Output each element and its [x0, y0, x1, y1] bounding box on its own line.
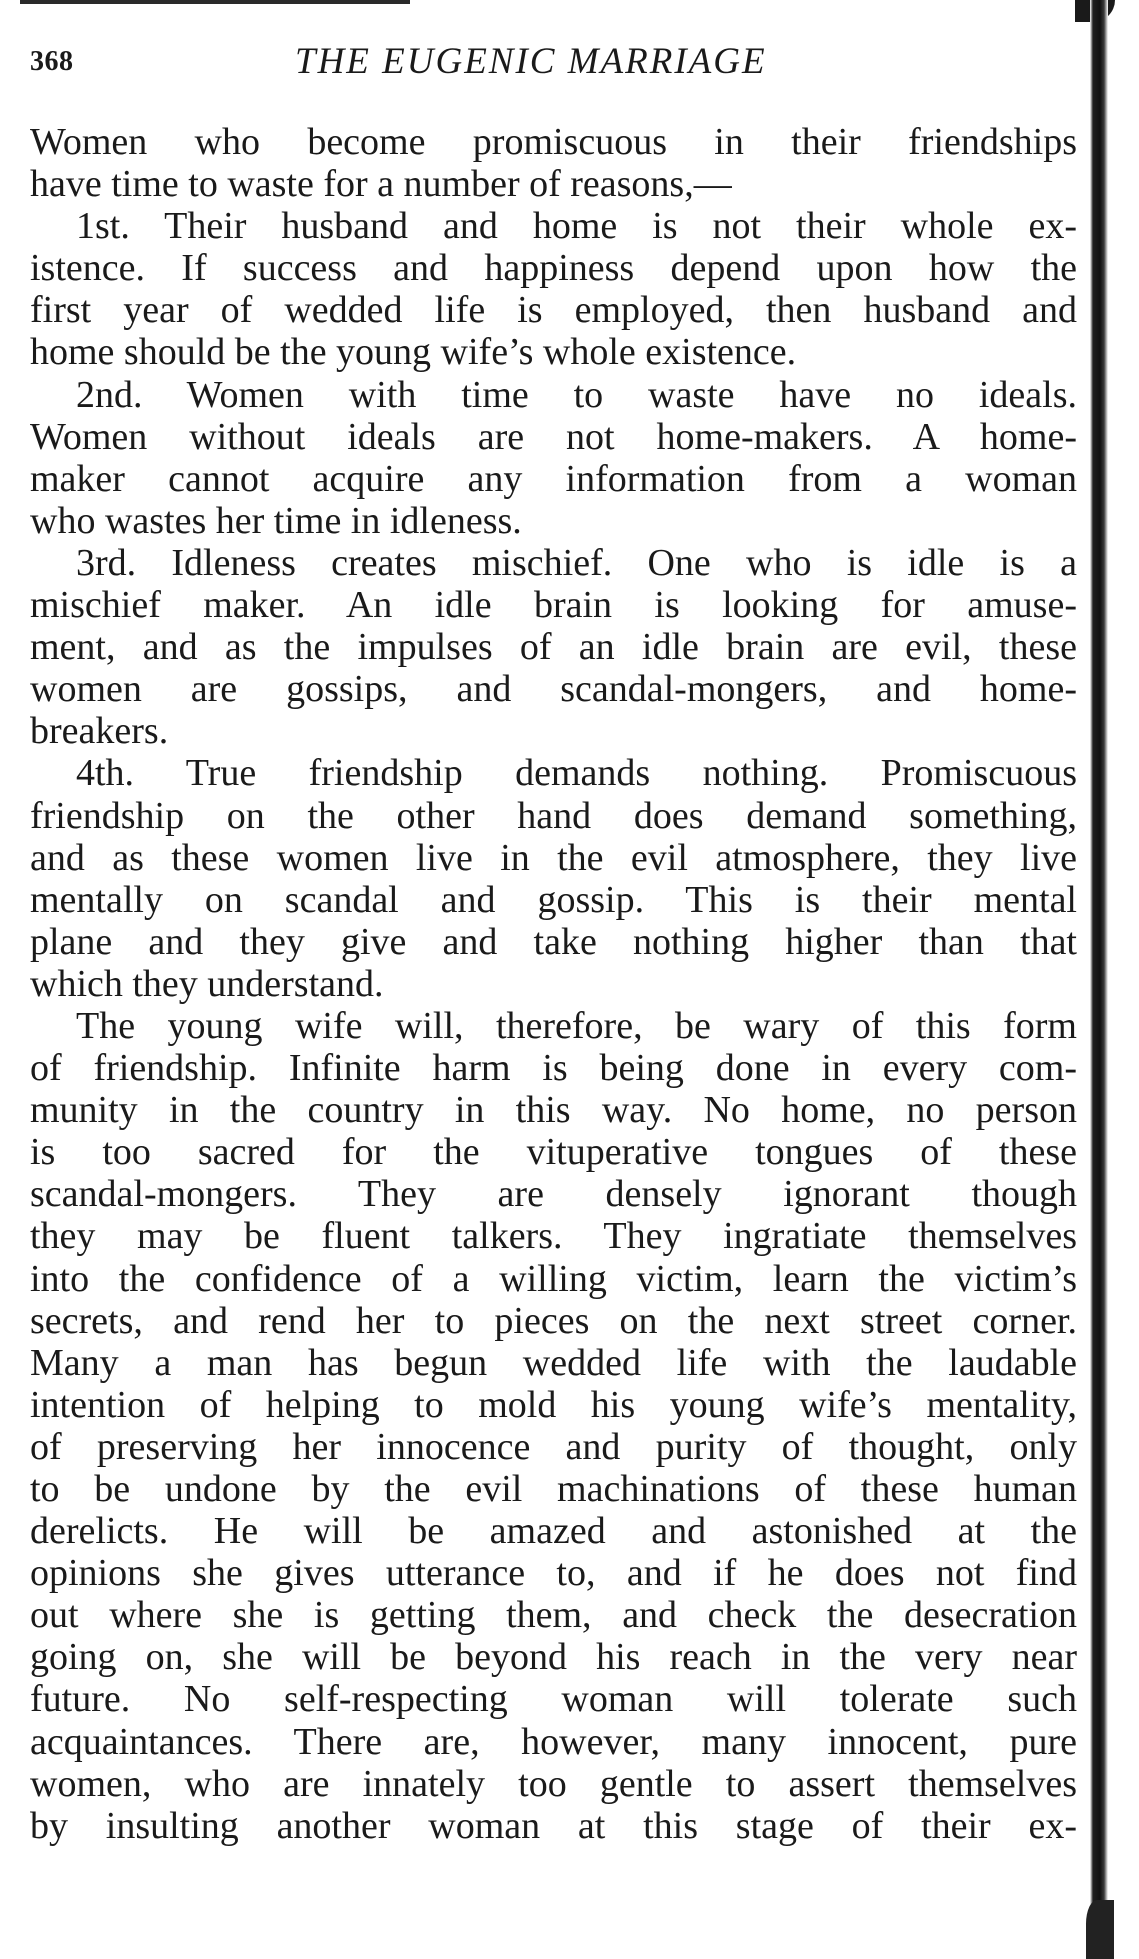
text-line: of friendship. Infinite harm is being done in every com- [30, 1047, 1077, 1090]
page-header [30, 40, 1080, 86]
text-line: into the confidence of a willing victim, learn the victim’s [30, 1257, 1077, 1300]
text-line: breakers. [30, 710, 169, 753]
text-line: women are gossips, and scandal-mongers, and home- [30, 668, 1077, 711]
text-line: and as these women live in the evil atmosphere, they live [30, 836, 1077, 879]
text-line: out where she is getting them, and check the desecration [30, 1594, 1077, 1637]
text-line: of preserving her innocence and purity of thought, only [30, 1425, 1077, 1468]
text-line: women, who are innately too gentle to assert themselves [30, 1762, 1077, 1805]
text-line: munity in the country in this way. No home, no person [30, 1089, 1077, 1132]
text-line: have time to waste for a number of reasons,— [30, 163, 732, 206]
running-head: THE EUGENIC MARRIAGE [295, 41, 767, 82]
text-line: is too sacred for the vituperative tongues of these [30, 1131, 1077, 1174]
text-line: mischief maker. An idle brain is looking for amuse- [30, 584, 1077, 627]
text-line: The young wife will, therefore, be wary of this form [76, 1004, 1077, 1047]
text-line: ment, and as the impulses of an idle brain are evil, these [30, 626, 1077, 669]
text-line: to be undone by the evil machinations of these human [30, 1468, 1077, 1510]
text-line: maker cannot acquire any information from a woman [30, 457, 1077, 500]
text-line: 2nd. Women with time to waste have no ideals. [76, 373, 1077, 416]
text-line: Women who become promiscuous in their friendships [30, 121, 1077, 163]
text-line: scandal-mongers. They are densely ignorant though [30, 1173, 1077, 1216]
text-line: who wastes her time in idleness. [30, 499, 522, 542]
text-line: first year of wedded life is employed, then husband and [30, 289, 1077, 332]
text-line: by insulting another woman at this stage of their ex- [30, 1804, 1077, 1847]
text-line: future. No self-respecting woman will tolerate such [30, 1678, 1077, 1721]
text-line: Women without ideals are not home-makers. A home- [30, 415, 1077, 458]
text-line: going on, she will be beyond his reach in the very near [30, 1636, 1077, 1679]
binding-edge-bottom [1086, 1900, 1114, 1959]
top-rule [20, 0, 410, 4]
text-line: secrets, and rend her to pieces on the next street corner. [30, 1299, 1077, 1342]
text-line: plane and they give and take nothing higher than that [30, 920, 1077, 963]
text-line: friendship on the other hand does demand something, [30, 794, 1077, 837]
text-line: home should be the young wife’s whole existence. [30, 331, 797, 374]
page-number: 368 [30, 46, 74, 77]
text-line: which they understand. [30, 962, 384, 1005]
text-line: they may be fluent talkers. They ingratiate themselves [30, 1215, 1077, 1258]
text-line: istence. If success and happiness depend upon how the [30, 247, 1077, 290]
text-line: opinions she gives utterance to, and if he does not find [30, 1552, 1077, 1595]
body-text [30, 121, 1077, 1847]
text-line: 1st. Their husband and home is not their whole ex- [76, 205, 1077, 248]
text-line: acquaintances. There are, however, many innocent, pure [30, 1720, 1077, 1763]
text-line: intention of helping to mold his young wife’s mentality, [30, 1383, 1077, 1426]
text-line: 4th. True friendship demands nothing. Promiscuous [76, 752, 1077, 795]
text-line: mentally on scandal and gossip. This is their mental [30, 878, 1077, 921]
text-line: derelicts. He will be amazed and astonished at the [30, 1510, 1077, 1553]
text-line: 3rd. Idleness creates mischief. One who is idle is a [76, 541, 1077, 584]
text-line: Many a man has begun wedded life with the laudable [30, 1341, 1077, 1384]
binding-edge [1090, 0, 1108, 1959]
